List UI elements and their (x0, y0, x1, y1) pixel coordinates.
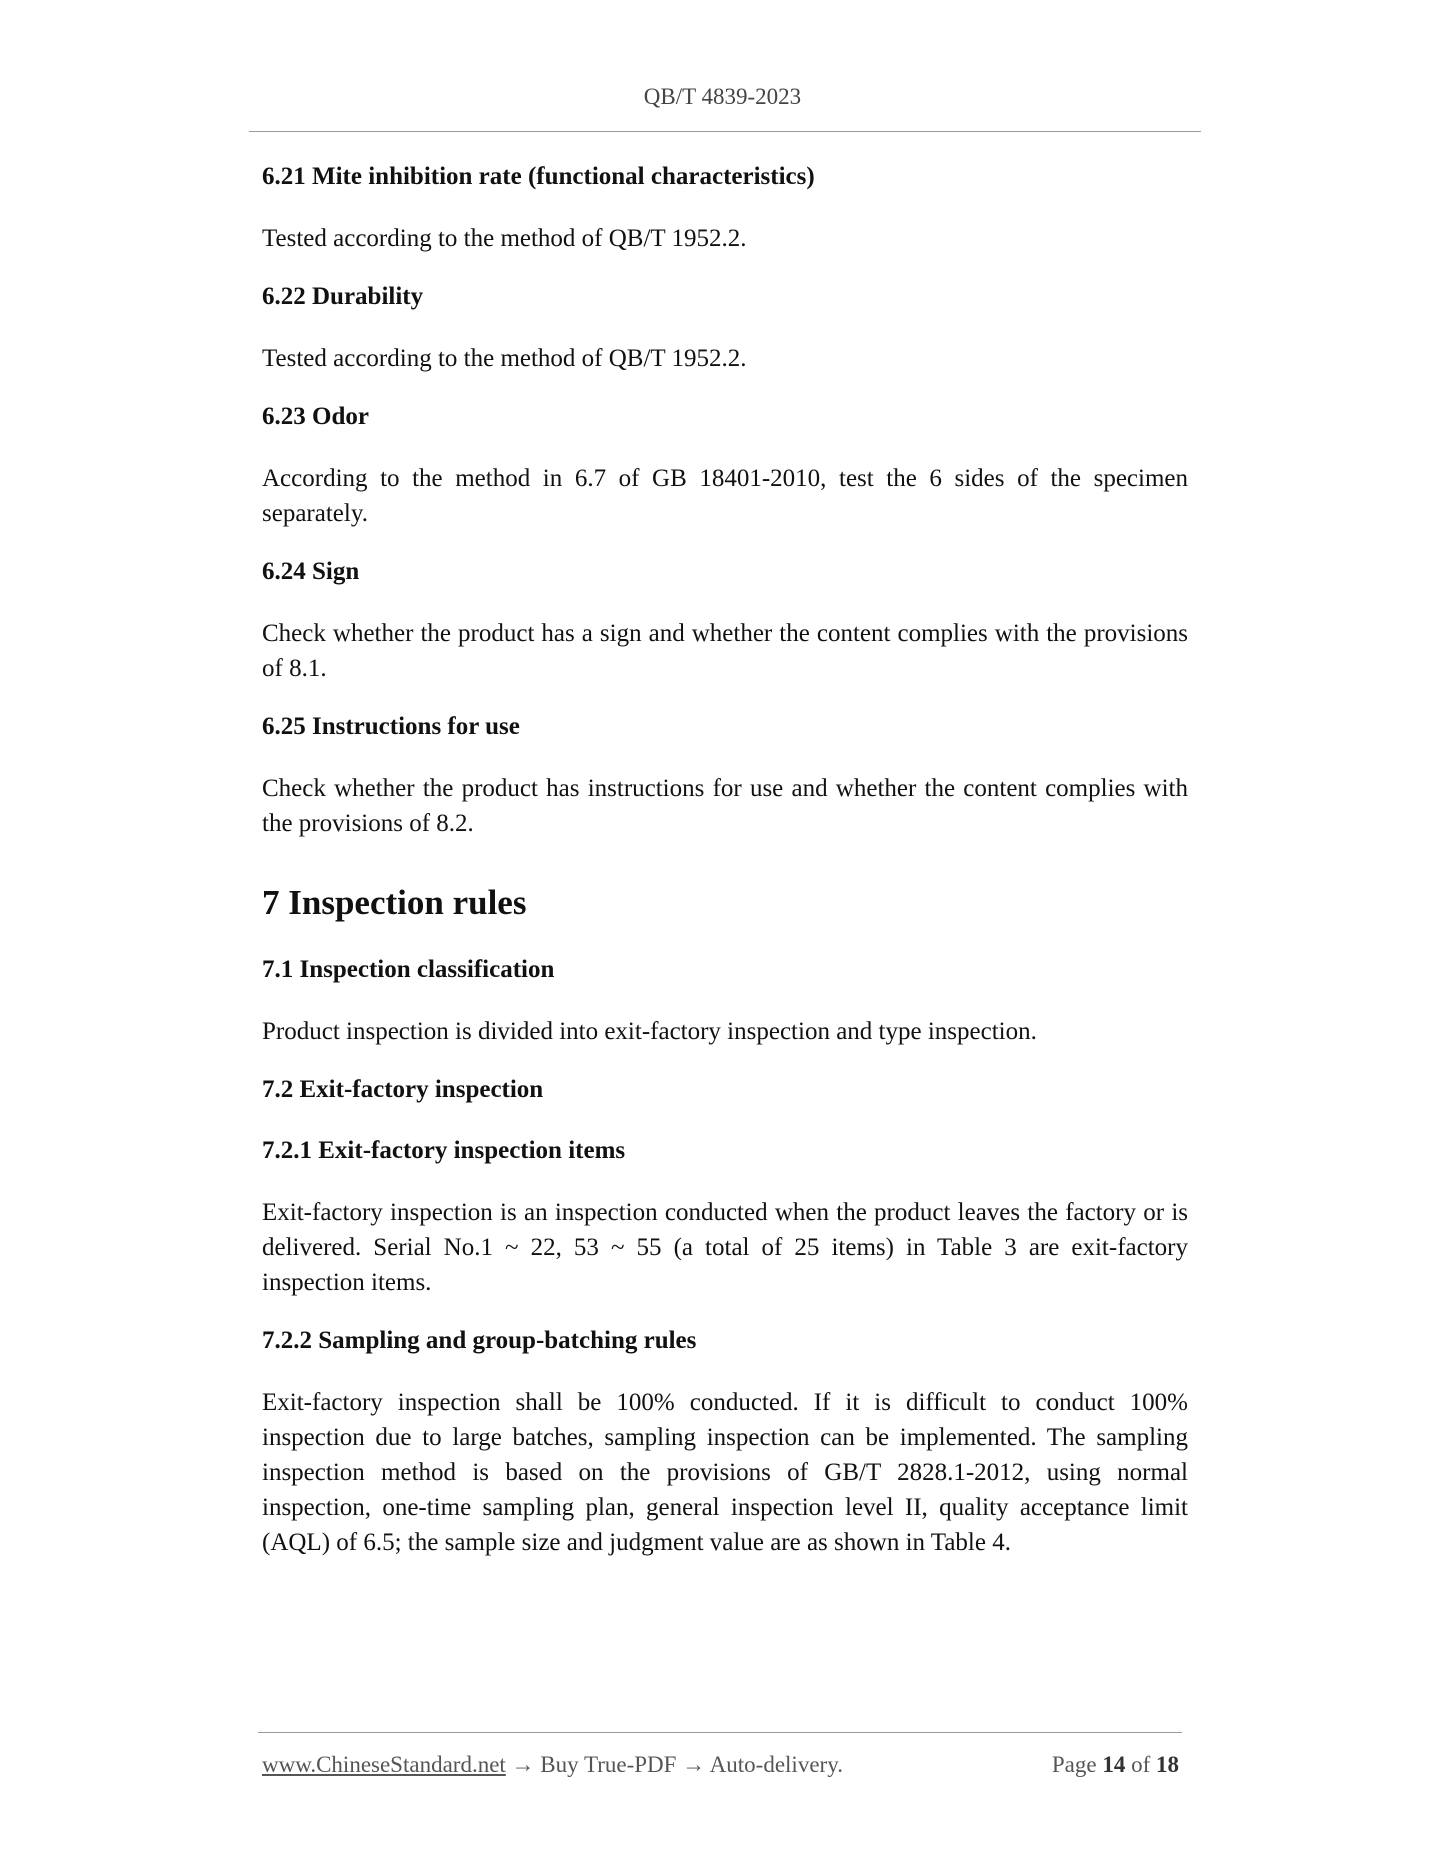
section-7-2-heading: 7.2 Exit-factory inspection (262, 1076, 544, 1103)
section-7-1-heading: 7.1 Inspection classification (262, 956, 555, 983)
header-divider (249, 131, 1201, 132)
section-7-2-1-heading: 7.2.1 Exit-factory inspection items (262, 1137, 626, 1164)
section-6-22-text: Tested according to the method of QB/T 1952.2. (262, 345, 747, 372)
delivery-text: Auto-delivery. (709, 1752, 843, 1777)
section-6-24-heading: 6.24 Sign (262, 558, 360, 585)
section-6-23-text: According to the method in 6.7 of GB 18401-2010, test the 6 sides of the specimen separately. (262, 465, 1188, 527)
section-6-23-heading: 6.23 Odor (262, 403, 369, 430)
section-6-24-text: Check whether the product has a sign and whether the content complies with the provisions of 8.1. (262, 620, 1188, 682)
page-current: 14 (1102, 1752, 1126, 1777)
document-body (262, 160, 1188, 1584)
footer-divider (258, 1732, 1182, 1733)
arrow-right-icon: → (682, 1752, 706, 1777)
buy-text: Buy True-PDF (540, 1752, 677, 1777)
section-6-21-text: Tested according to the method of QB/T 1952.2. (262, 225, 747, 252)
section-7-1-text: Product inspection is divided into exit-factory inspection and type inspection. (262, 1018, 1037, 1045)
section-7-2-1-text: Exit-factory inspection is an inspection conducted when the product leaves the factory or is delivered. Serial No.1 ~ 22, 53 ~ 55 (a total of 25 items) in Table 3 are exit-factory inspection items. (262, 1199, 1188, 1296)
section-7-2-2-text: Exit-factory inspection shall be 100% conducted. If it is difficult to conduct 100% inspection due to large batches, sampling inspection can be implemented. The sampling inspection method is based on the provisions of GB/T 2828.1-2012, using normal inspection, one-time sampling plan, general inspection level II, quality acceptance limit (AQL) of 6.5; the sample size and judgment value are as shown in Table 4. (262, 1389, 1188, 1556)
section-6-25-heading: 6.25 Instructions for use (262, 713, 520, 740)
section-6-22-heading: 6.22 Durability (262, 283, 424, 310)
arrow-right-icon: → (511, 1752, 535, 1777)
website-link[interactable]: www.ChineseStandard.net (262, 1752, 506, 1777)
section-6-21-heading: 6.21 Mite inhibition rate (functional characteristics) (262, 163, 815, 190)
footer-promo (262, 1752, 843, 1778)
section-6-25-text: Check whether the product has instructions for use and whether the content complies with the provisions of 8.2. (262, 775, 1188, 837)
page-label: Page (1051, 1752, 1097, 1777)
page-total: 18 (1156, 1752, 1179, 1777)
page-indicator (1052, 1752, 1179, 1778)
section-7-heading: 7 Inspection rules (262, 883, 527, 922)
of-label: of (1131, 1752, 1151, 1777)
document-code: QB/T 4839-2023 (643, 84, 802, 109)
section-7-2-2-heading: 7.2.2 Sampling and group-batching rules (262, 1327, 697, 1354)
